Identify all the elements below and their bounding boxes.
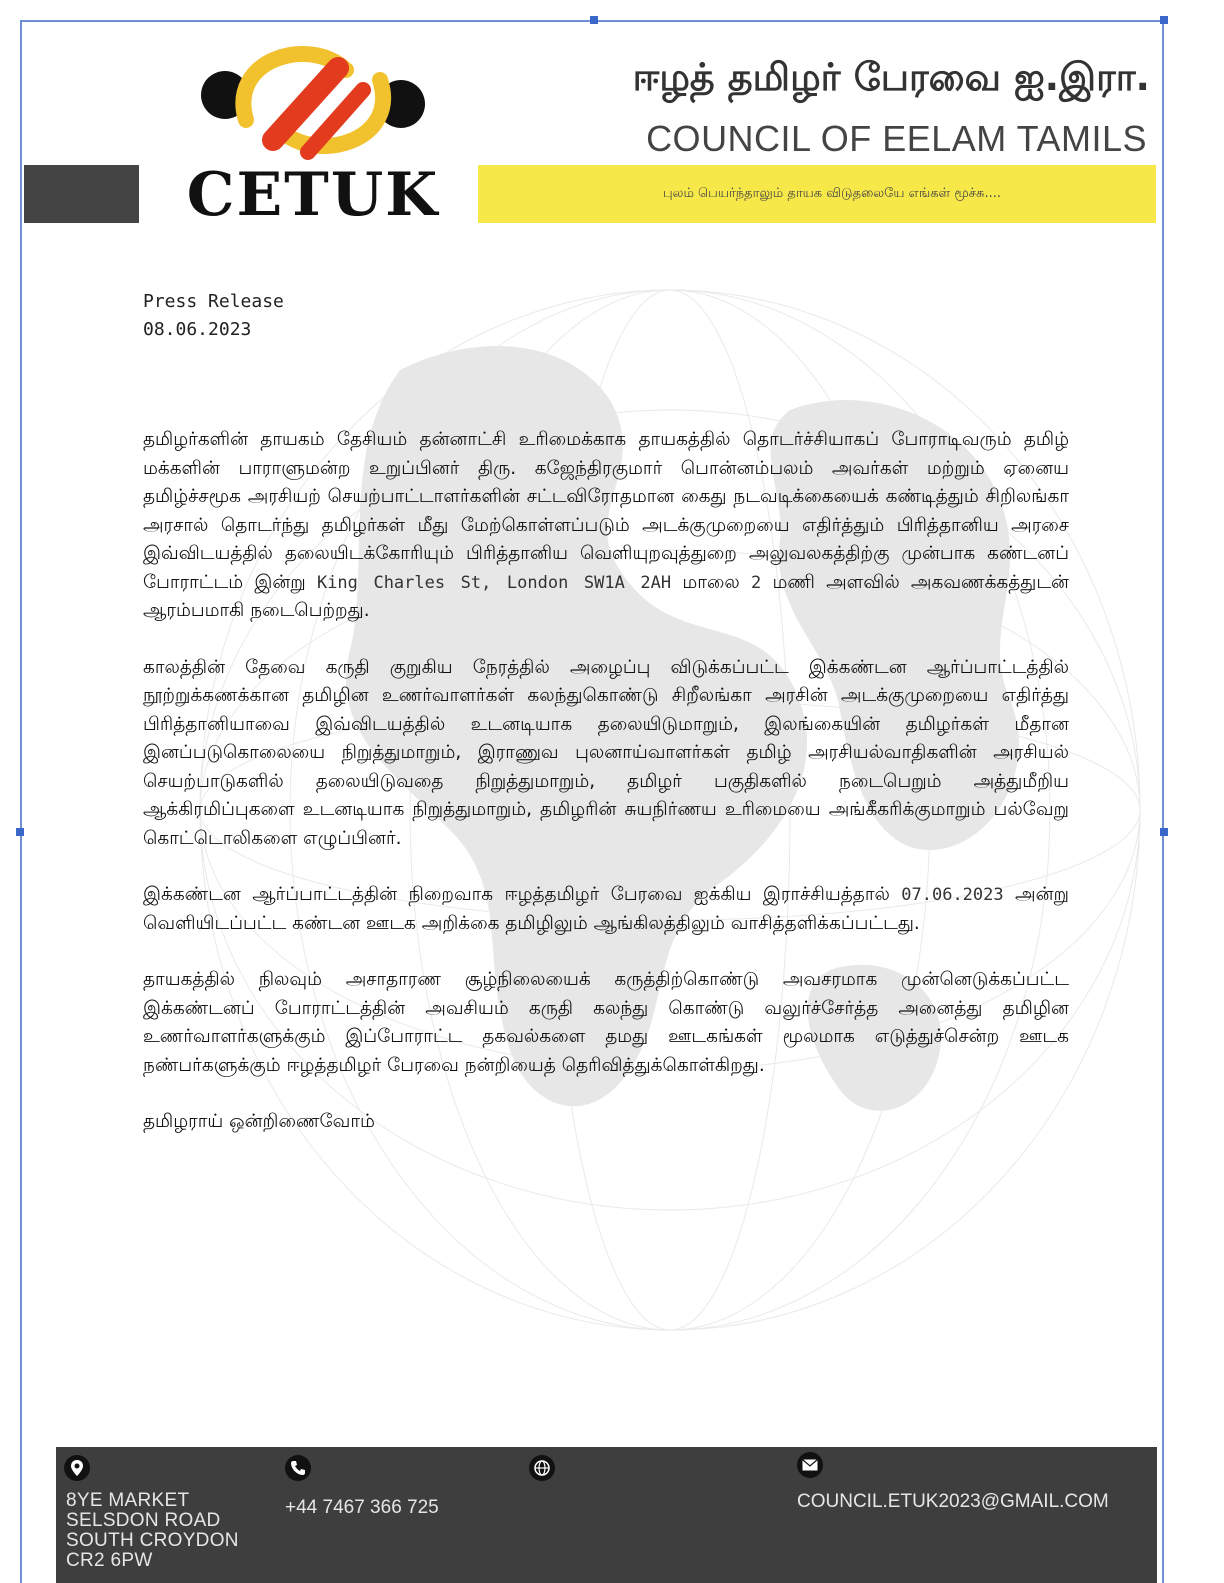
footer-phone: +44 7467 366 725 xyxy=(285,1497,439,1518)
location-pin-icon xyxy=(64,1455,90,1481)
footer-address xyxy=(66,1491,239,1571)
phone-icon xyxy=(285,1455,311,1481)
paragraph-3 xyxy=(143,881,1069,938)
paragraph-1 xyxy=(143,426,1069,626)
paragraph-1-text: தமிழர்களின் தாயகம் தேசியம் தன்னாட்சி உரிமைக்காக தாயகத்தில் தொடர்ச்சியாகப் போராடிவரும் தமிழ் மக்களின் பாராளுமன்ற உறுப்பினர் திரு. கஜேந்திரகுமார் பொன்னம்பலம் அவர்கள் மற்றும் ஏனைய தமிழ்ச்சமூக அரசியற் செயற்பாட்டாளர்களின் சட்டவிரோதமான கைது நடவடிக்கையைக் கண்டித்தும் சிறிலங்கா அரசால் தொடர்ந்து தமிழர்கள் மீது மேற்கொள்ளப்படும் அடக்குமுறையை எதிர்த்தும் பிரித்தானிய அரசை இவ்விடயத்தில் தலையிடக்கோரியும் பிரித்தானிய வெளியுறவுத்துறை அலுவலகத்திற்கு முன்பாக கண்டனப் போராட்டம் இன்று xyxy=(143,429,1069,593)
slogan-text: புலம் பெயர்ந்தாலும் தாயக விடுதலையே எங்கள் மூச்சு.... xyxy=(662,186,1001,201)
paragraph-1-evening: மாலை xyxy=(682,571,740,593)
resize-handle-top-right[interactable] xyxy=(1160,16,1168,24)
footer-email: COUNCIL.ETUK2023@GMAIL.COM xyxy=(797,1491,1109,1512)
logo-text: CETUK xyxy=(186,160,440,230)
paragraph-2: காலத்தின் தேவை கருதி குறுகிய நேரத்தில் அழைப்பு விடுக்கப்பட்ட இக்கண்டன ஆர்ப்பாட்டத்தில் நூற்றுக்கணக்கான தமிழின உணர்வாளர்கள் கலந்துகொண்டு சிறீலங்கா அரசின் அடக்குமுறையை எதிர்த்து பிரித்தானியாவை இவ்விடயத்தில் உடனடியாக தலையிடுமாறும், இலங்கையின் தமிழர்கள் மீதான இனப்படுகொலையை நிறுத்துமாறும், இராணுவ புலனாய்வாளர்கள் தமிழ் அரசியல்வாதிகளின் அரசியல் செயற்பாடுகளில் தலையிடுவதை நிறுத்துமாறும், தமிழர் பகுதிகளில் நடைபெறும் அத்துமீறிய ஆக்கிரமிப்புகளை உடனடியாக நிறுத்துமாறும், தமிழரின் சுயநிர்ணய உரிமையை அங்கீகரிக்குமாறும் பல்வேறு கொட்டொலிகளை எழுப்பினர். xyxy=(143,656,1069,849)
paragraph-3-end: அன்று வெளியிடப்பட்ட கண்டன ஊடக அறிக்கை தமிழிலும் ஆங்கிலத்திலும் வாசித்தளிக்கப்பட்டது. xyxy=(143,884,1069,934)
globe-icon xyxy=(529,1455,555,1481)
paragraph-4: தாயகத்தில் நிலவும் அசாதாரண சூழ்நிலையைக் கருத்திற்கொண்டு அவசரமாக முன்னெடுக்கப்பட்ட இக்கண்டனப் போராட்டத்தின் அவசியம் கருதி கலந்து கொண்டு வலுர்ச்சேர்த்த அனைத்து தமிழின உணர்வாளர்களுக்கும் இப்போராட்ட தகவல்களை தமது ஊடகங்கள் மூலமாக எடுத்துச்சென்ற ஊடக நண்பர்களுக்கும் ஈழத்தமிழர் பேரவை நன்றியைத் தெரிவித்துக்கொள்கிறது. xyxy=(143,969,1069,1076)
tamil-org-title: ஈழத் தமிழர் பேரவை ஐ.இரா. xyxy=(632,55,1150,99)
paragraph-3-text: இக்கண்டன ஆர்ப்பாட்டத்தின் நிறைவாக ஈழத்தமிழர் பேரவை ஐக்கிய இராச்சியத்தால் xyxy=(143,884,890,905)
location-text: King Charles St, London SW1A 2AH xyxy=(316,572,672,593)
press-release-date: 08.06.2023 xyxy=(143,319,252,340)
footer-bar xyxy=(56,1447,1157,1583)
address-line: SOUTH CROYDON xyxy=(66,1530,239,1551)
address-line: SELSDON ROAD xyxy=(66,1510,221,1531)
statement-date: 07.06.2023 xyxy=(901,885,1004,905)
mail-icon xyxy=(797,1452,823,1478)
hour-text: 2 xyxy=(750,572,762,593)
header-dark-bar xyxy=(24,165,139,223)
closing-line: தமிழராய் ஒன்றிணைவோம் xyxy=(143,1111,375,1132)
press-release-label: Press Release xyxy=(143,291,284,312)
address-line: CR2 6PW xyxy=(66,1550,153,1571)
press-meta xyxy=(143,288,284,344)
resize-handle-left[interactable] xyxy=(16,828,24,836)
address-line: 8YE MARKET xyxy=(66,1490,190,1511)
slogan-band xyxy=(478,165,1156,223)
press-body xyxy=(143,426,1069,1136)
resize-handle-top[interactable] xyxy=(590,16,598,24)
paragraph-1-end: மணி அளவில் அகவணக்கத்துடன் ஆரம்பமாகி நடைபெற்றது. xyxy=(143,571,1069,621)
english-org-title: COUNCIL OF EELAM TAMILS xyxy=(646,118,1147,159)
